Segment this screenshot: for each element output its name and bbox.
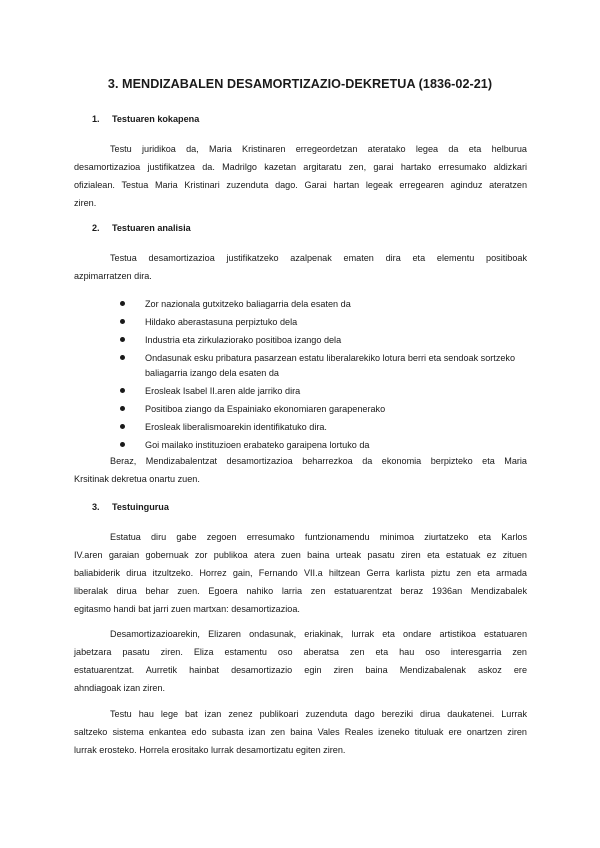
section-number: 3.: [92, 502, 100, 512]
list-item: Hildako aberastasuna perpiztuko dela: [116, 315, 528, 330]
paragraph-line: Beraz, Mendizabalentzat desamortizazioa beharrezkoa da ekonomia berpizteko eta Maria: [110, 456, 527, 466]
paragraph-line: IV.aren garaian gobernuak zor publikoa atera zuen baina urteak pasatu ziren eta estatuak ez zituen: [74, 550, 527, 561]
bullet-icon: [120, 301, 125, 306]
paragraph-line: Testua desamortizazioa justifikatzeko azalpenak ematen dira eta elementu positiboak: [110, 253, 527, 263]
paragraph-line: desamortizazioa justifikatzea da. Madrilgo kazetan argitaratu zen, garai hartako erresumako aldizkari: [74, 162, 527, 173]
bullet-icon: [120, 319, 125, 324]
paragraph-line: ziren.: [74, 198, 97, 209]
section-number: 1.: [92, 114, 100, 124]
bullet-icon: [120, 355, 125, 360]
paragraph-line: estatuarentzat. Aurretik hainbat desamortizazio egin ziren baina Mendizabalenak askoz ere: [74, 665, 527, 676]
paragraph-analisia-conclusion: [74, 452, 527, 488]
paragraph-line: Desamortizazioarekin, Elizaren ondasunak, eriakinak, lurrak eta ondare artistikoa estatuaren: [110, 629, 527, 639]
paragraph-line: Estatua diru gabe zegoen erresumako funtzionamendu minimoa ziurtatzeko eta Karlos: [110, 532, 527, 542]
paragraph-testuingurua-2: [74, 625, 527, 697]
paragraph-line: baliabiderik dirua itzultzeko. Horrez gain, Fernando VII.a hiltzean Gerra karlista piztu zen eta armada: [74, 568, 527, 579]
section-title: Testuaren kokapena: [112, 114, 200, 124]
bullet-icon: [120, 388, 125, 393]
bullet-list: [116, 297, 528, 456]
bullet-icon: [120, 337, 125, 342]
paragraph-line: Krsitinak dekretua onartu zuen.: [74, 474, 200, 485]
list-item: Erosleak liberalismoarekin identifikatuko dira.: [116, 420, 528, 435]
paragraph-line: Testu hau lege bat izan zenez publikoari zuzenduta dago bereziki dirua daukatenei. Lurrak: [110, 709, 527, 719]
paragraph-kokapena: [74, 140, 527, 212]
paragraph-line: lurrak erosteko. Horrela erositako lurrak desamortizatu egiten ziren.: [74, 745, 346, 756]
section-number: 2.: [92, 223, 100, 233]
paragraph-line: ahndiagoak izan ziren.: [74, 683, 165, 694]
list-item: Industria eta zirkulaziorako positiboa izango dela: [116, 333, 528, 348]
section-title: Testuingurua: [112, 502, 169, 512]
bullet-icon: [120, 406, 125, 411]
paragraph-line: jabetzara pasatu ziren. Eliza estamentu oso aberatsa zen eta hau oso interesgarria zen: [74, 647, 527, 658]
section-title: Testuaren analisia: [112, 223, 191, 233]
paragraph-analisia-intro: [74, 249, 527, 285]
paragraph-testuingurua-3: [74, 705, 527, 759]
list-item: Erosleak Isabel II.aren alde jarriko dira: [116, 384, 528, 399]
document-title: 3. MENDIZABALEN DESAMORTIZAZIO-DEKRETUA (1836-02-21): [107, 77, 493, 91]
list-item: Goi mailako instituzioen erabateko garaipena lortuko da: [116, 438, 528, 453]
paragraph-line: egitasmo handi bat jarri zuen martxan: desamortizazioa.: [74, 604, 300, 615]
section-heading-kokapena: [92, 114, 199, 124]
section-heading-analisia: [92, 223, 191, 233]
paragraph-line: azpimarratzen dira.: [74, 271, 152, 282]
paragraph-line: ofizialean. Testua Maria Kristinari zuzenduta dago. Garai hartan legeak erregearen aginduz ateratzen: [74, 180, 527, 191]
bullet-icon: [120, 424, 125, 429]
paragraph-line: liberalak dirua behar zuen. Egoera nahiko larria zen estatuarentzat beraz 1936an Mendizabalek: [74, 586, 527, 597]
bullet-icon: [120, 442, 125, 447]
list-item: Positiboa ziango da Espainiako ekonomiaren garapenerako: [116, 402, 528, 417]
paragraph-line: Testu juridikoa da, Maria Kristinaren erregeordetzan ateratako legea da eta helburua: [110, 144, 527, 154]
paragraph-testuingurua-1: [74, 528, 527, 618]
list-item: Zor nazionala gutxitzeko baliagarria dela esaten da: [116, 297, 528, 312]
paragraph-line: saltzeko sistema enkantea edo subasta izan zen baina Vales Reales izeneko tituluak ere onartzen ziren: [74, 727, 527, 738]
list-item: Ondasunak esku pribatura pasarzean estatu liberalarekiko lotura berri eta sendoak sortzeko baliagarria izango dela esaten da: [116, 351, 528, 380]
section-heading-testuingurua: [92, 502, 169, 512]
